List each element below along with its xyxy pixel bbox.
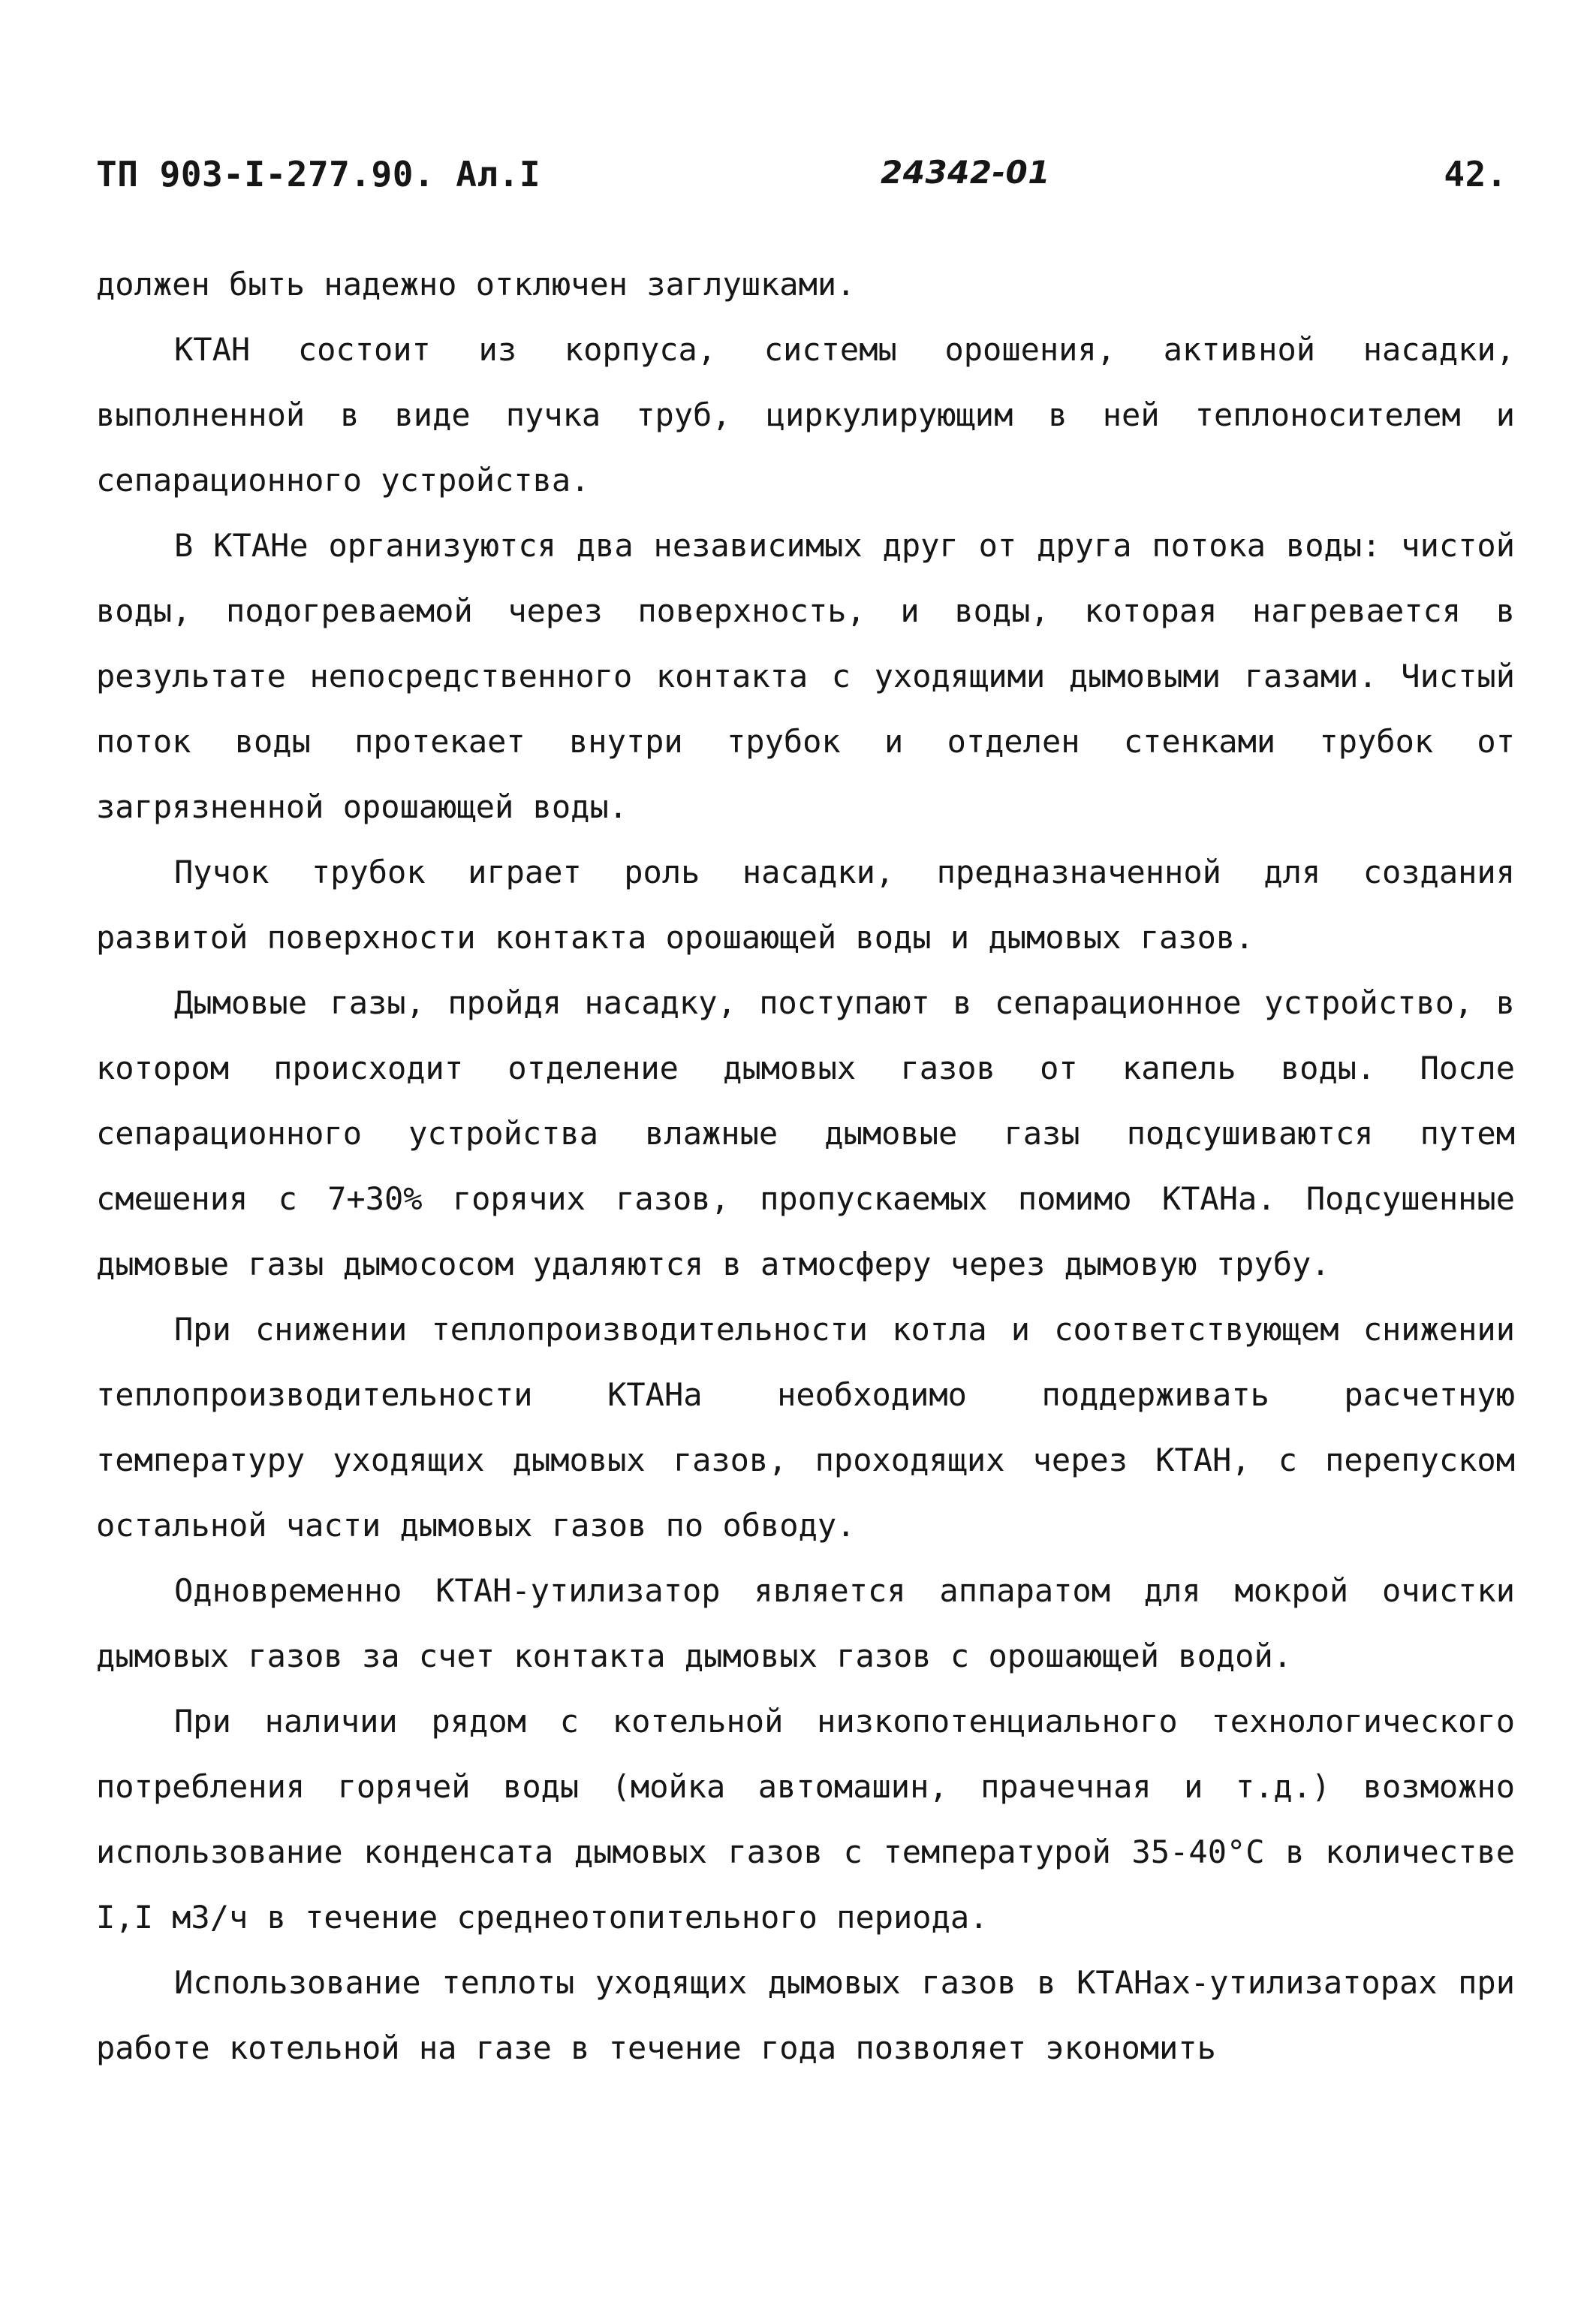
document-code: ТП 903-I-277.90. Ал.I	[96, 154, 541, 194]
paragraph-flue-gases: Дымовые газы, пройдя насадку, поступают в сепарационное устройство, в котором происходит отделение дымовых газов от капель воды. После сепарационного устройства влажные дымовые газы подсушиваются путем смешения с 7+30% горячих газов, пропускаемых помимо КТАНа. Подсушенные дымовые газы дымососом удаляются в атмосферу через дымовую трубу.	[96, 984, 1515, 1282]
paragraph-heat-utilization: Использование теплоты уходящих дымовых газов в КТАНах-утилизаторах при работе котельной на газе в течение года позволяет экономить	[96, 1964, 1515, 2066]
paragraph-condensate-use: При наличии рядом с котельной низкопотенциального технологического потребления горячей воды (мойка автомашин, прачечная и т.д.) возможно использование конденсата дымовых газов с температурой 35-40°С в количестве I,I м3/ч в течение среднеотопительного периода.	[96, 1703, 1515, 1936]
page-number: 42.	[1444, 154, 1507, 194]
page-header	[96, 154, 1507, 206]
inventory-number: 24342-01	[881, 154, 1050, 191]
paragraph-capacity-reduction: При снижении теплопроизводительности котла и соответствующем снижении теплопроизводительности КТАНа необходимо поддерживать расчетную температуру уходящих дымовых газов, проходящих через КТАН, с перепуском остальной части дымовых газов по обводу.	[96, 1311, 1515, 1544]
paragraph-tube-bundle: Пучок трубок играет роль насадки, предназначенной для создания развитой поверхности контакта орошающей воды и дымовых газов.	[96, 854, 1515, 956]
body-text	[96, 252, 1515, 2081]
paragraph-water-flows: В КТАНе организуются два независимых друг от друга потока воды: чистой воды, подогреваемой через поверхность, и воды, которая нагревается в результате непосредственного контакта с уходящими дымовыми газами. Чистый поток воды протекает внутри трубок и отделен стенками трубок от загрязненной орошающей воды.	[96, 527, 1515, 825]
paragraph-wet-cleaning: Одновременно КТАН-утилизатор является аппаратом для мокрой очистки дымовых газов за счет контакта дымовых газов с орошающей водой.	[96, 1572, 1515, 1674]
paragraph-ktan-structure: КТАН состоит из корпуса, системы орошения, активной насадки, выполненной в виде пучка труб, циркулирующим в ней теплоносителем и сепарационного устройства.	[96, 331, 1515, 499]
paragraph-continuation: должен быть надежно отключен заглушками.	[96, 266, 856, 303]
